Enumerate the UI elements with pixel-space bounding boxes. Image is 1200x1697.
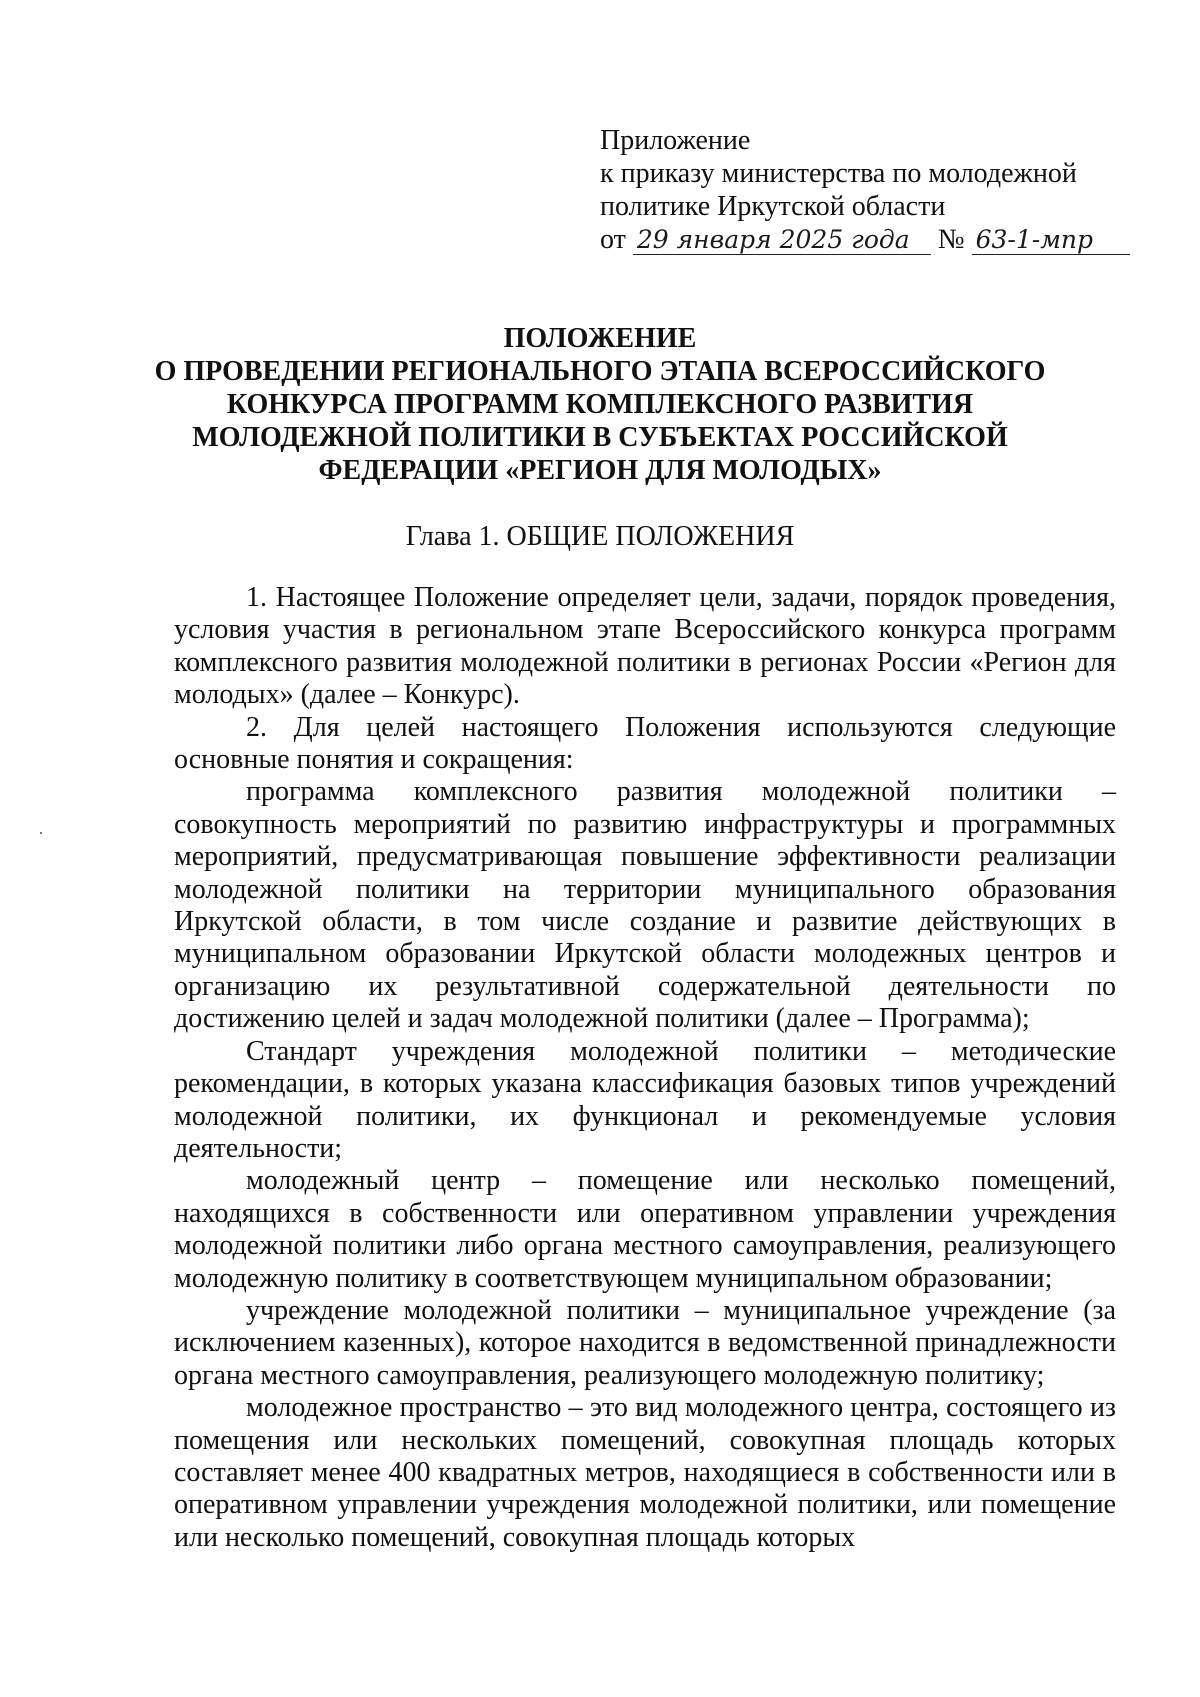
paragraph-3: программа комплексного развития молодежной политики – совокупность мероприятий по развитию инфраструктуры и программных мероприятий, предусматривающая повышение эффективности реализации молодежной политики на территории муниципального образования Иркутской области, в том числе создание и развитие действующих в муниципальном образовании Иркутской области молодежных центров и организацию их результативной содержательной деятельности по достижению целей и задач молодежной политики (далее – Программа); — [174, 776, 1116, 1035]
title-line-4: МОЛОДЕЖНОЙ ПОЛИТИКИ В СУБЪЕКТАХ РОССИЙСКОЙ — [192, 422, 1008, 453]
handwritten-number: 63-1-мпр — [972, 226, 1130, 255]
paragraph-5: молодежный центр – помещение или несколько помещений, находящихся в собственности или оперативном управлении учреждения молодежной политики либо органа местного самоуправления, реализующего молодежную политику в соответствующем муниципальном образовании; — [174, 1165, 1116, 1294]
document-title — [150, 322, 1050, 487]
date-prefix: от — [600, 224, 626, 255]
chapter-heading: Глава 1. ОБЩИЕ ПОЛОЖЕНИЯ — [405, 521, 795, 552]
paragraph-2: 2. Для целей настоящего Положения используются следующие основные понятия и сокращения: — [174, 711, 1116, 776]
title-line-1: ПОЛОЖЕНИЕ — [503, 323, 697, 354]
title-line-3: КОНКУРСА ПРОГРАММ КОМПЛЕКСНОГО РАЗВИТИЯ — [226, 389, 974, 420]
handwritten-date: 29 января 2025 года — [633, 226, 931, 255]
scan-speck — [40, 832, 42, 834]
appendix-date-line — [600, 223, 1160, 256]
number-sign: № — [937, 224, 965, 255]
title-line-5: ФЕДЕРАЦИИ «РЕГИОН ДЛЯ МОЛОДЫХ» — [318, 455, 882, 486]
paragraph-1: 1. Настоящее Положение определяет цели, задачи, порядок проведения, условия участия в региональном этапе Всероссийского конкурса программ комплексного развития молодежной политики в регионах России «Регион для молодых» (далее – Конкурс). — [174, 582, 1116, 711]
paragraph-7: молодежное пространство – это вид молодежного центра, состоящего из помещения или нескольких помещений, совокупная площадь которых составляет менее 400 квадратных метров, находящиеся в собственности или в оперативном управлении учреждения молодежной политики, или помещение или несколько помещений, совокупная площадь которых — [174, 1392, 1116, 1553]
appendix-line-3: политике Иркутской области — [600, 191, 946, 222]
paragraph-6: учреждение молодежной политики – муниципальное учреждение (за исключением казенных), которое находится в ведомственной принадлежности органа местного самоуправления, реализующего молодежную политику; — [174, 1294, 1116, 1391]
paragraph-4: Стандарт учреждения молодежной политики – методические рекомендации, в которых указана классификация базовых типов учреждений молодежной политики, их функционал и рекомендуемые условия деятельности; — [174, 1035, 1116, 1164]
appendix-line-2: к приказу министерства по молодежной — [600, 158, 1077, 189]
appendix-line-1: Приложение — [600, 125, 751, 156]
appendix-block — [600, 124, 1160, 256]
title-line-2: О ПРОВЕДЕНИИ РЕГИОНАЛЬНОГО ЭТАПА ВСЕРОССИЙСКОГО — [154, 356, 1046, 387]
document-body — [174, 582, 1116, 1554]
